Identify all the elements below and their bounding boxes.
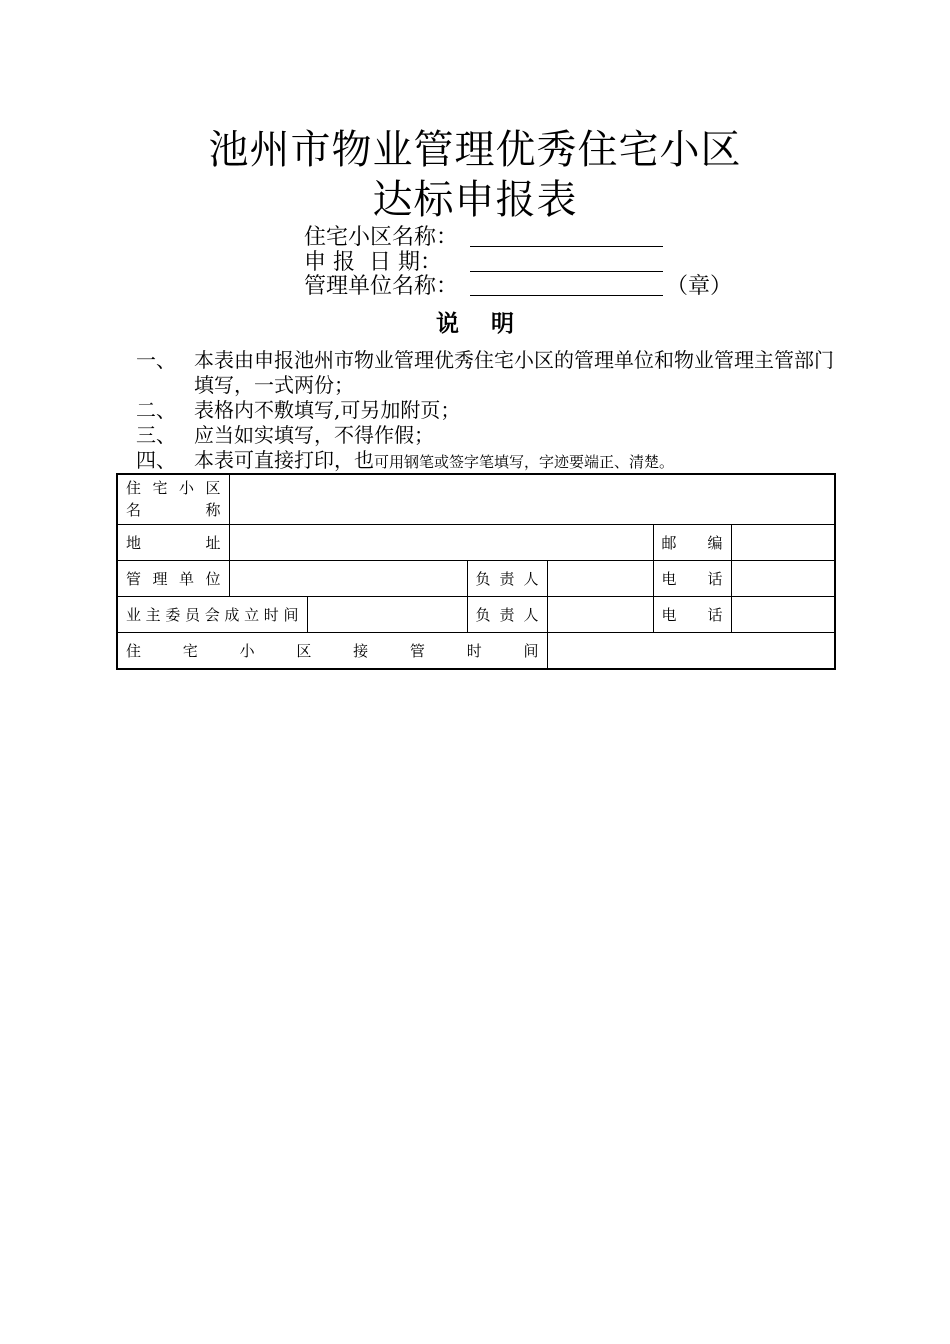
instruction-number: 三、 — [136, 423, 176, 447]
management-unit-input-cell[interactable] — [229, 560, 467, 596]
owners-committee-label-cell — [117, 596, 307, 632]
owners-committee-date-label: 业主委员会成立时间 — [126, 605, 299, 624]
takeover-time-label: 住宅小区接管时间 — [126, 641, 539, 660]
instruction-item — [136, 448, 836, 475]
table-row — [117, 632, 835, 669]
instruction-text: 应当如实填写，不得作假； — [194, 423, 434, 447]
committee-phone-input-cell[interactable] — [731, 596, 835, 632]
phone-label: 电话 — [661, 569, 723, 588]
person-in-charge-label: 负责人 — [475, 569, 539, 588]
seal-label: （章） — [666, 274, 733, 299]
community-name-cell-label — [117, 474, 229, 524]
community-name-blank[interactable] — [470, 246, 663, 247]
community-name-row — [304, 225, 458, 251]
instruction-item — [136, 398, 836, 423]
committee-person-input-cell[interactable] — [547, 596, 653, 632]
community-name-label: 住宅小区名称： — [304, 225, 459, 250]
address-label-cell — [117, 524, 229, 560]
instruction-number: 四、 — [136, 448, 176, 472]
phone-input-cell[interactable] — [731, 560, 835, 596]
committee-person-in-charge-label: 负责人 — [475, 605, 539, 624]
report-date-label: 申 报 日 期： — [304, 250, 442, 275]
management-unit-blank[interactable] — [470, 295, 663, 296]
committee-person-label-cell — [467, 596, 547, 632]
instruction-text: 表格内不敷填写,可另加附页； — [194, 398, 461, 422]
management-unit-label-cell — [117, 560, 229, 596]
takeover-time-input-cell[interactable] — [547, 632, 835, 669]
postcode-label: 邮编 — [661, 533, 723, 552]
community-name-label-line1: 住宅小区 — [126, 479, 221, 498]
person-in-charge-label-cell — [467, 560, 547, 596]
postcode-input-cell[interactable] — [731, 524, 835, 560]
committee-phone-label-cell — [653, 596, 731, 632]
takeover-time-label-cell — [117, 632, 547, 669]
management-unit-label: 管理单位名称： — [304, 274, 459, 299]
committee-phone-label: 电话 — [661, 605, 723, 624]
community-name-label-line2: 名称 — [126, 501, 221, 520]
instruction-text — [194, 448, 836, 475]
community-name-input-cell[interactable] — [229, 474, 835, 524]
report-date-row — [304, 250, 442, 276]
table-row — [117, 560, 835, 596]
postcode-label-cell — [653, 524, 731, 560]
application-table — [116, 473, 836, 670]
instruction-number: 一、 — [136, 348, 176, 372]
instruction-number: 二、 — [136, 398, 176, 422]
owners-committee-date-input-cell[interactable] — [307, 596, 467, 632]
phone-label-cell — [653, 560, 731, 596]
instruction-text-main: 本表可直接打印，也 — [194, 448, 374, 472]
instruction-item — [136, 348, 836, 398]
instructions-list — [136, 348, 836, 475]
management-unit-table-label: 管理单位 — [126, 569, 221, 588]
table-row — [117, 524, 835, 560]
table-row — [117, 596, 835, 632]
instruction-text: 本表由申报池州市物业管理优秀住宅小区的管理单位和物业管理主管部门填写，一式两份； — [194, 348, 834, 397]
person-in-charge-input-cell[interactable] — [547, 560, 653, 596]
address-input-cell[interactable] — [229, 524, 653, 560]
table-row — [117, 474, 835, 524]
instruction-item — [136, 423, 836, 448]
address-label: 地址 — [126, 533, 221, 552]
form-title-line2: 达标申报表 — [372, 177, 578, 223]
instruction-text-small: 可用钢笔或签字笔填写，字迹要端正、清楚。 — [374, 453, 675, 471]
form-title-line1: 池州市物业管理优秀住宅小区 — [208, 127, 742, 173]
instructions-heading: 说 明 — [435, 311, 515, 337]
management-unit-row — [304, 274, 733, 300]
report-date-blank[interactable] — [470, 271, 663, 272]
